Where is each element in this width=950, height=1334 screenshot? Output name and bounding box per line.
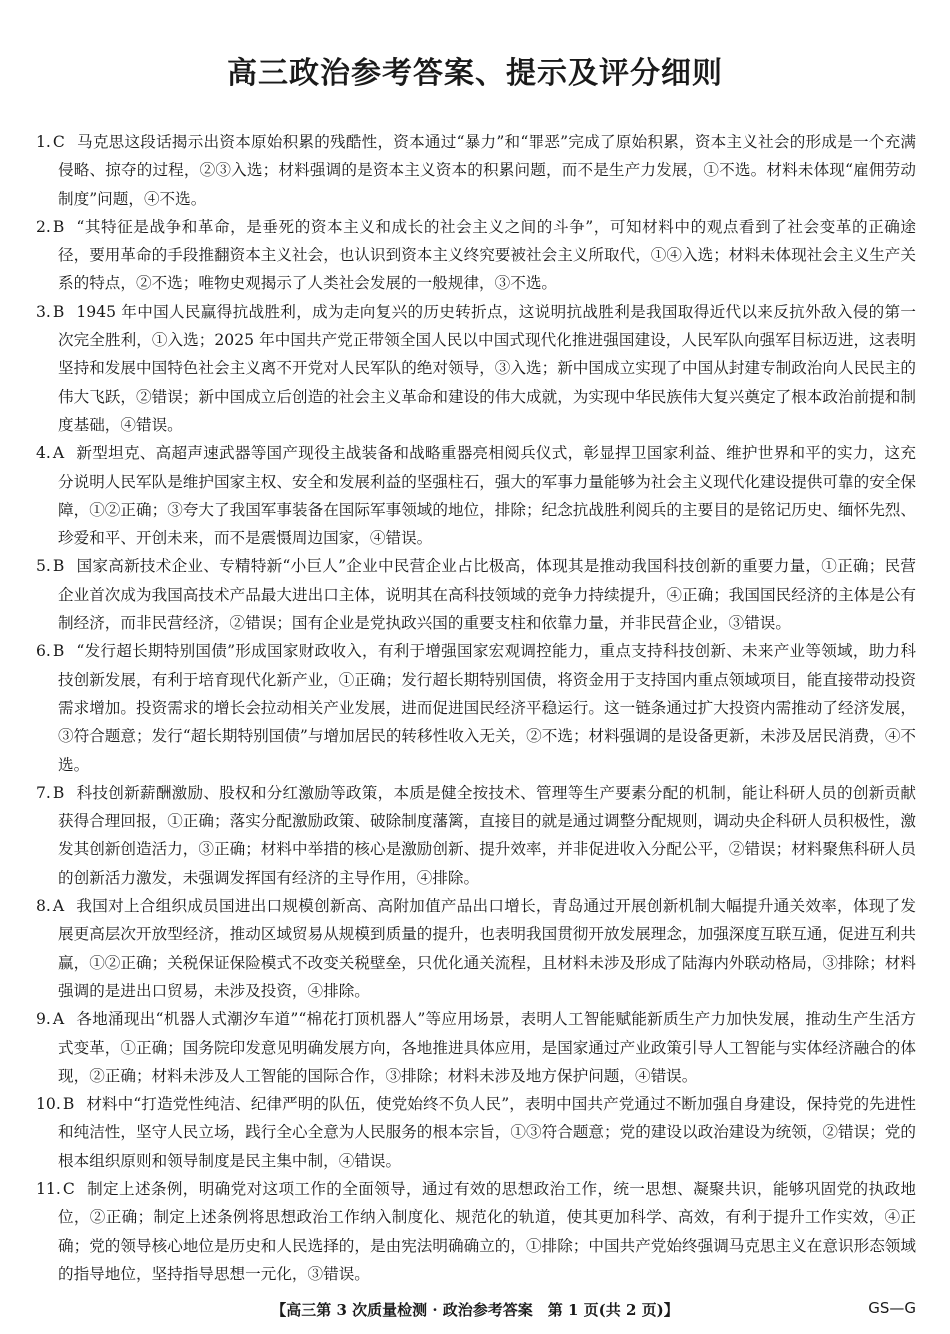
answer-paragraph <box>36 1005 916 1090</box>
answer-letter: A <box>52 897 65 916</box>
answer-item <box>36 213 916 298</box>
answer-item <box>36 892 916 1005</box>
page-title: 高三政治参考答案、提示及评分细则 <box>227 56 723 91</box>
question-number: 1. <box>36 133 51 151</box>
question-number: 11. <box>36 1179 61 1198</box>
answer-letter: C <box>62 1179 75 1198</box>
answer-letter: B <box>62 1095 75 1114</box>
explanation-text: “其特征是战争和革命，是垂死的资本主义和成长的社会主义之间的斗争”，可知材料中的观点看到了社会变革的正确途径，要用革命的手段推翻资本主义社会，也认识到资本主义终究要被社会主义所取代，①④入选；材料未体现社会主义生产关系的特点，②不选；唯物史观揭示了人类社会发展的一般规律，③不选。 <box>58 217 916 293</box>
question-number: 6. <box>36 642 51 661</box>
explanation-text: “发行超长期特别国债”形成国家财政收入，有利于增强国家宏观调控能力，重点支持科技创新、未来产业等领域，助力科技创新发展，有利于培育现代化新产业，①正确；发行超长期特别国债，将资金用于支持国内重点领域项目，能直接带动投资需求增加。投资需求的增长会拉动相关产业发展，进而促进国民经济平稳运行。这一链条通过扩大投资内需推动了经济发展，③符合题意；发行“超长期特别国债”与增加居民的转移性收入无关，②不选；材料强调的是设备更新，未涉及居民消费，④不选。 <box>58 642 917 774</box>
answer-letter: B <box>52 642 65 661</box>
question-number: 7. <box>36 783 51 802</box>
explanation-text: 科技创新薪酬激励、股权和分红激励等政策，本质是健全按技术、管理等生产要素分配的机制，能让科研人员的创新贡献获得合理回报，①正确；落实分配激励政策、破除制度藩篱，直接目的就是通过调整分配规则，调动央企科研人员积极性，激发其创新创造活力，③正确；材料中举措的核心是激励创新、提升效率，并非促进收入分配公平，②错误；材料聚焦科研人员的创新活力激发，未强调发挥国有经济的主导作用，④排除。 <box>58 783 916 887</box>
explanation-text: 1945 年中国人民赢得抗战胜利，成为走向复兴的历史转折点，这说明抗战胜利是我国取得近代以来反抗外敌入侵的第一次完全胜利，①入选；2025 年中国共产党正带领全国人民以中国式现代化推进强国建设，人民军队向强军目标迈进，这表明坚持和发展中国特色社会主义离不开党对人民军队的绝对领导，③入选；新中国成立实现了中国从封建专制政治向人民民主的伟大飞跃，②错误；新中国成立后创造的社会主义革命和建设的伟大成就，为实现中华民族伟大复兴奠定了根本政治前提和制度基础，④错误。 <box>58 302 916 434</box>
answer-paragraph <box>36 552 916 637</box>
question-number: 3. <box>36 302 51 321</box>
explanation-text: 材料中“打造党性纯洁、纪律严明的队伍，使党始终不负人民”，表明中国共产党通过不断加强自身建设，保持党的先进性和纯洁性，坚守人民立场，践行全心全意为人民服务的根本宗旨，①③符合题意；党的建设以政治建设为统领，②错误；党的根本组织原则和领导制度是民主集中制，④错误。 <box>58 1095 916 1170</box>
answer-item <box>36 1005 916 1090</box>
answer-letter: A <box>52 444 65 463</box>
answer-item <box>36 552 916 637</box>
explanation-text: 国家高新技术企业、专精特新“小巨人”企业中民营企业占比极高，体现其是推动我国科技创新的重要力量，①正确；民营企业首次成为我国高技术产品最大进出口主体，说明其在高科技领域的竞争力持续提升，④正确；我国国民经济的主体是公有制经济，而非民营经济，②错误；国有企业是党执政兴国的重要支柱和依靠力量，并非民营企业，③错误。 <box>58 557 916 633</box>
question-number: 2. <box>36 217 51 236</box>
explanation-text: 新型坦克、高超声速武器等国产现役主战装备和战略重器亮相阅兵仪式，彰显捍卫国家利益、维护世界和平的实力，这充分说明人民军队是维护国家主权、安全和发展利益的坚强柱石，强大的军事力量能够为社会主义现代化建设提供可靠的安全保障，①②正确；③夸大了我国军事装备在国际军事领域的地位，排除；纪念抗战胜利阅兵的主要目的是铭记历史、缅怀先烈、珍爱和平、开创未来，而不是震慑周边国家，④错误。 <box>58 444 916 548</box>
answer-paragraph <box>36 298 916 439</box>
answer-letter: B <box>52 783 65 802</box>
answer-paragraph <box>36 128 916 213</box>
answer-list <box>36 128 916 1288</box>
question-number: 8. <box>36 897 51 916</box>
question-number: 10. <box>36 1095 61 1114</box>
answer-letter: B <box>52 557 65 576</box>
explanation-text: 我国对上合组织成员国进出口规模创新高、高附加值产品出口增长，青岛通过开展创新机制大幅提升通关效率，体现了发展更高层次开放型经济，推动区域贸易从规模到质量的提升，也表明我国贯彻开放发展理念，加强深度互联互通，促进互利共赢，①②正确；关税保证保险模式不改变关税壁垒，只优化通关流程，且材料未涉及形成了陆海内外联动格局，③排除；材料强调的是进出口贸易，未涉及投资，④排除。 <box>58 897 916 1000</box>
answer-letter: A <box>52 1010 65 1029</box>
page-footer <box>0 1293 950 1323</box>
question-number: 9. <box>36 1010 51 1029</box>
answer-item <box>36 779 916 892</box>
answer-paragraph <box>36 439 916 552</box>
question-number: 5. <box>36 557 51 576</box>
footer-code: GS—G <box>868 1299 916 1317</box>
answer-letter: B <box>52 217 65 236</box>
answer-item <box>36 637 916 778</box>
explanation-text: 马克思这段话揭示出资本原始积累的残酷性，资本通过“暴力”和“罪恶”完成了原始积累，资本主义社会的形成是一个充满侵略、掠夺的过程，②③入选；材料强调的是资本主义资本的积累问题，而不是生产力发展，①不选。材料未体现“雇佣劳动制度”问题，④不选。 <box>58 133 916 208</box>
answer-letter: B <box>52 302 65 321</box>
answer-letter: C <box>52 133 65 151</box>
answer-item <box>36 1175 916 1288</box>
answer-item <box>36 439 916 552</box>
answer-paragraph <box>36 213 916 298</box>
answer-paragraph <box>36 637 916 778</box>
answer-item <box>36 298 916 439</box>
answer-paragraph <box>36 892 916 1005</box>
explanation-text: 各地涌现出“机器人式潮汐车道”“棉花打顶机器人”等应用场景，表明人工智能赋能新质生产力加快发展，推动生产生活方式变革，①正确；国务院印发意见明确发展方向，各地推进具体应用，是国家通过产业政策引导人工智能与实体经济融合的体现，②正确；材料未涉及人工智能的国际合作，③排除；材料未涉及地方保护问题，④错误。 <box>58 1010 916 1085</box>
question-number: 4. <box>36 444 51 463</box>
answer-paragraph <box>36 779 916 892</box>
answer-item <box>36 1090 916 1175</box>
answer-item <box>36 128 916 213</box>
answer-paragraph <box>36 1175 916 1288</box>
answer-paragraph <box>36 1090 916 1175</box>
footer-page-info: 【高三第 3 次质量检测 · 政治参考答案 第 1 页(共 2 页)】 <box>271 1301 679 1319</box>
explanation-text: 制定上述条例，明确党对这项工作的全面领导，通过有效的思想政治工作，统一思想、凝聚共识，能够巩固党的执政地位，②正确；制定上述条例将思想政治工作纳入制度化、规范化的轨道，使其更加科学、高效，有利于提升工作实效，④正确；党的领导核心地位是历史和人民选择的，是由宪法明确确立的，①排除；中国共产党始终强调马克思主义在意识形态领域的指导地位，坚持指导思想一元化，③错误。 <box>58 1179 916 1283</box>
